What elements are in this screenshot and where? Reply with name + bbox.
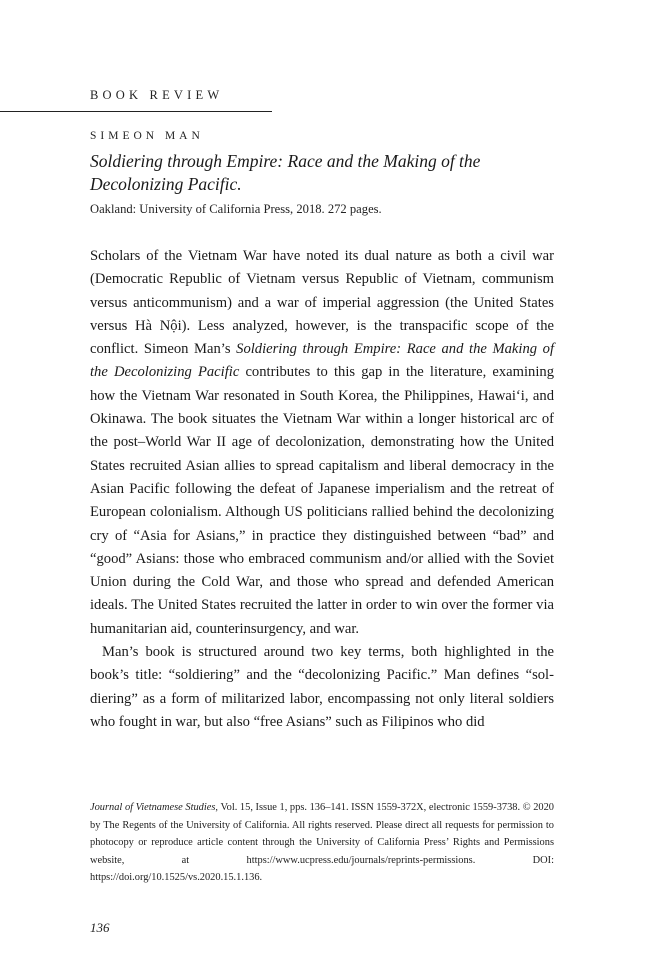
body-paragraph-2: Man’s book is structured around two key terms, both highlighted in the book’s title: “soldiering” and the “decolonizing Pacific.” Man defines “soldiering” as a form of militarized labor, encompassing not only literal soldiers who fought in war, but also “free Asians” such as Filipinos who did [90, 644, 554, 730]
footnote-citation: , Vol. 15, Issue 1, pps. 136–141. ISSN 1559-372X, electronic 1559-3738. © 2020 by The Regents of the University of California. All rights reserved. Please direct all requests for permission to photocopy or reproduce article content through the University of California Press’ Rights and Permissions website, at https://www.ucpress.edu/journals/reprints-permissions. DOI: https://doi.org/10.1525/vs.2020.15.1.136. [90, 802, 554, 884]
paragraph-1-text-b: contributes to this gap in the literature, examining how the Vietnam War resonated in South Korea, the Philippines, Hawai‘i, and Okinawa. The book situates the Vietnam War within a longer historical arc of the post–World War II age of decolonization, demonstrating how the United States recruited Asian allies to spread capitalism and liberal democracy in the Asian Pacific following the defeat of Japanese imperialism and the retreat of European colonialism. Although US politicians rallied behind the decolonizing cry of “Asia for Asians,” in practice they distinguished between “bad” and “good” Asians: those who embraced communism and/or allied with the Soviet Union during the Cold War, and those who spread and defended American ideals. The United States recruited the latter in order to win over the former via humanitarian aid, counterinsurgency, and war. [90, 364, 554, 637]
publication-info: Oakland: University of California Press, 2018. 272 pages. [90, 202, 382, 216]
review-author: SIMEON MAN [90, 130, 204, 142]
page-number: 136 [90, 920, 110, 935]
review-body [90, 245, 554, 734]
book-title: Soldiering through Empire: Race and the Making of the Decolonizing Pacific. [90, 151, 481, 194]
paragraph-1-text-a: Scholars of the Vietnam War have noted its dual nature as both a civil war (Democratic Republic of Vietnam versus Republic of Vietnam, communism versus anticommunism) and a war of imperial aggression (the United States versus Hà Nội). Less analyzed, however, is the transpacific scope of the conflict. Simeon Man’s [90, 248, 554, 358]
footnote [90, 799, 554, 887]
journal-name: Journal of Vietnamese Studies [90, 802, 216, 813]
book-title-inline: Soldiering through Empire: Race and the Making of the Decolonizing Pacific [90, 341, 554, 381]
section-rule [0, 111, 272, 112]
body-paragraph-1 [90, 245, 554, 641]
section-label: BOOK REVIEW [90, 88, 224, 102]
